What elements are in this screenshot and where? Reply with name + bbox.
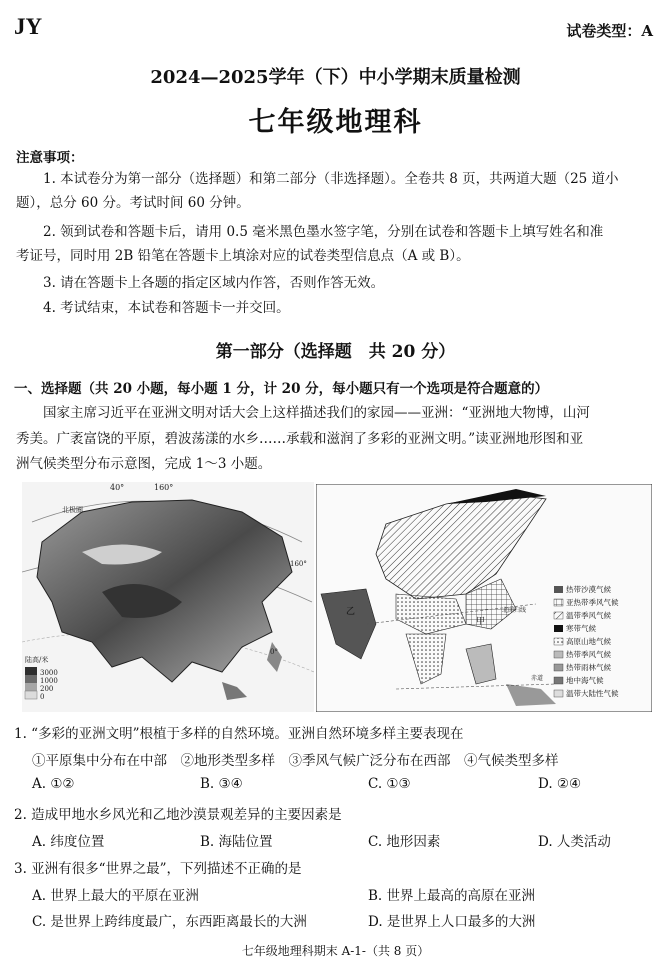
q3-option-a[interactable]: A. 世界上最大的平原在亚洲 <box>32 888 199 904</box>
q1-option-b[interactable]: B. ③④ <box>200 776 243 792</box>
notice-heading: 注意事项： <box>16 150 84 166</box>
question-2-stem: 2. 造成甲地水乡风光和乙地沙漠景观差异的主要因素是 <box>14 807 342 823</box>
q3-option-b[interactable]: B. 世界上最高的高原在亚洲 <box>368 888 536 904</box>
asia-terrain-map <box>22 482 314 712</box>
notice-item-2: 2. 领到试卷和答题卡后，请用 0.5 毫米黑色墨水签字笔，分别在试卷和答题卡上填写姓名和准 <box>43 224 604 240</box>
notice-item-4: 4. 考试结束，本试卷和答题卡一并交回。 <box>43 300 290 316</box>
intro-line-1: 国家主席习近平在亚洲文明对话大会上这样描述我们的家园——亚洲：“亚洲地大物博，山河 <box>43 405 590 421</box>
q2-option-d[interactable]: D. 人类活动 <box>538 834 611 850</box>
exam-title: 2024—2025学年（下）中小学期末质量检测 <box>150 67 521 88</box>
paper-type: 试卷类型：A <box>566 22 653 40</box>
label-jia: 甲 <box>476 617 486 627</box>
section-heading: 一、选择题（共 20 小题，每小题 1 分，计 20 分，每小题只有一个选项是符合题意的） <box>14 381 549 397</box>
q2-option-c[interactable]: C. 地形因素 <box>368 834 441 850</box>
elevation-legend-title: 陆高/米 <box>25 656 49 664</box>
q1-option-a[interactable]: A. ①② <box>32 776 75 792</box>
legend-0: 0 <box>40 693 45 701</box>
intro-line-3: 洲气候类型分布示意图，完成 1～3 小题。 <box>16 456 272 472</box>
q2-option-a[interactable]: A. 纬度位置 <box>32 834 105 850</box>
legend-item-3: 温带季风气候 <box>566 611 611 620</box>
legend-item-4: 寒带气候 <box>566 624 596 633</box>
part-title: 第一部分（选择题 共 20 分） <box>215 342 456 362</box>
longitude-label-160: 160° <box>154 483 174 492</box>
legend-item-2: 亚热带季风气候 <box>566 598 619 607</box>
notice-item-1: 1. 本试卷分为第一部分（选择题）和第二部分（非选择题）。全卷共 8 页，共两道大题（25 道小 <box>43 171 619 187</box>
label-yi: 乙 <box>346 607 356 617</box>
legend-3000: 3000 <box>40 669 58 677</box>
notice-item-3: 3. 请在答题卡上各题的指定区域内作答，否则作答无效。 <box>43 275 385 291</box>
longitude-label-40: 40° <box>110 483 125 492</box>
tropic-label: 北回归线 <box>502 607 527 614</box>
q3-option-d[interactable]: D. 是世界上人口最多的大洲 <box>368 914 536 930</box>
question-3-stem: 3. 亚洲有很多“世界之最”，下列描述不正确的是 <box>14 861 302 877</box>
subject-title: 七年级地理科 <box>248 107 423 138</box>
q1-option-c[interactable]: C. ①③ <box>368 776 411 792</box>
lat-label-160: 160° <box>290 560 307 568</box>
question-1-stem: 1. “多彩的亚洲文明”根植于多样的自然环境。亚洲自然环境多样主要表现在 <box>14 726 464 742</box>
intro-line-2: 秀美。广袤富饶的平原，碧波荡漾的水乡……承载和滋润了多彩的亚洲文明。”读亚洲地形图和亚 <box>16 431 584 447</box>
q1-option-d[interactable]: D. ②④ <box>538 776 582 792</box>
equator-label-right: 赤道 <box>531 675 544 682</box>
legend-item-1: 热带沙漠气候 <box>566 585 611 594</box>
legend-200: 200 <box>40 685 54 693</box>
exam-code: JY <box>14 14 43 39</box>
page-footer: 七年级地理科期末 A-1-（共 8 页） <box>241 944 430 958</box>
legend-1000: 1000 <box>40 677 58 685</box>
legend-item-8: 地中海气候 <box>566 676 604 685</box>
notice-item-1-cont: 题），总分 60 分。考试时间 60 分钟。 <box>16 195 250 211</box>
asia-climate-map <box>316 484 652 712</box>
equator-label: 0° <box>270 648 278 656</box>
notice-item-2-cont: 考证号，同时用 2B 铅笔在答题卡上填涂对应的试卷类型信息点（A 或 B）。 <box>16 248 470 264</box>
q2-option-b[interactable]: B. 海陆位置 <box>200 834 273 850</box>
question-1-items: ①平原集中分布在中部 ②地形类型多样 ③季风气候广泛分布在西部 ④气候类型多样 <box>32 753 559 769</box>
legend-item-9: 温带大陆性气候 <box>566 689 619 698</box>
legend-item-7: 热带雨林气候 <box>566 663 611 672</box>
q3-option-c[interactable]: C. 是世界上跨纬度最广，东西距离最长的大洲 <box>32 914 307 930</box>
legend-item-6: 热带季风气候 <box>566 650 611 659</box>
arctic-circle-label: 北极圈 <box>62 506 83 514</box>
legend-item-5: 高原山地气候 <box>566 637 611 646</box>
